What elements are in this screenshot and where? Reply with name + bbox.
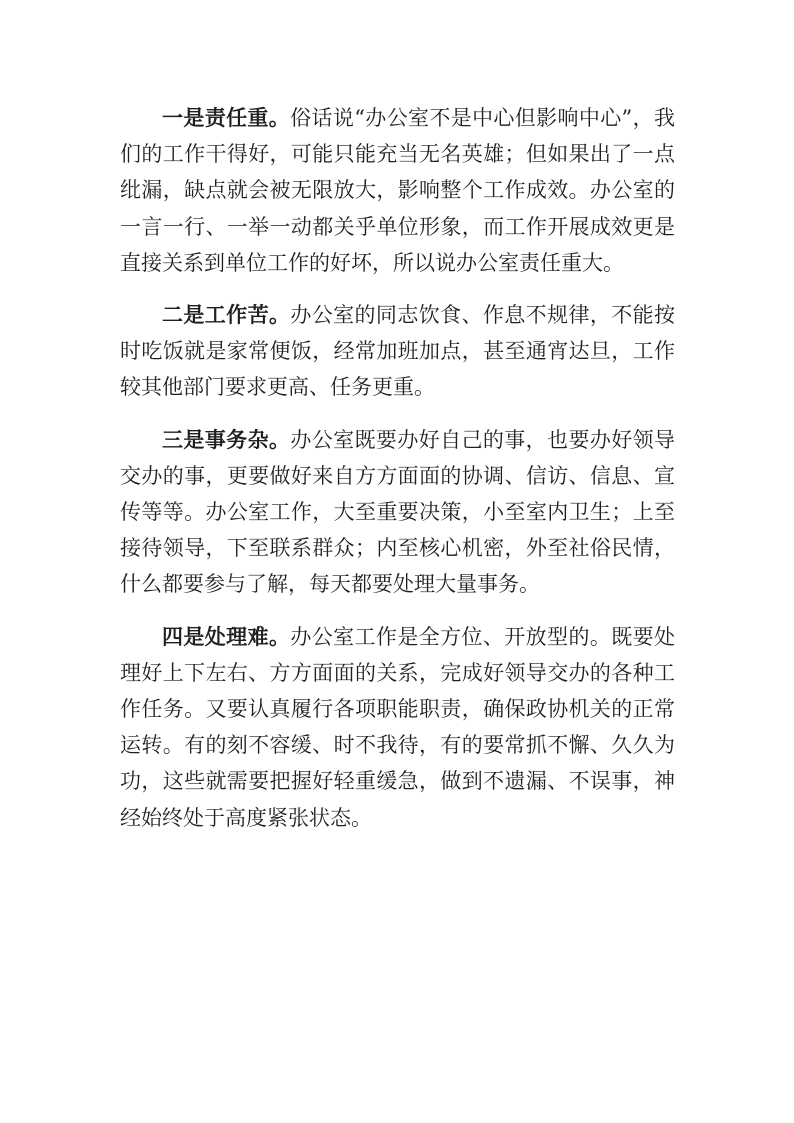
document-body [120,100,675,852]
paragraph-heading: 四是处理难。 [162,624,291,649]
paragraph-heading: 二是工作苦。 [162,303,291,328]
paragraph-heading: 三是事务杂。 [162,427,291,452]
paragraph-text: 俗话说“办公室不是中心但影响中心”，我们的工作干得好，可能只能充当无名英雄；但如果出了一点纰漏，缺点就会被无限放大，影响整个工作成效。办公室的一言一行、一举一动都关乎单位形象，而工作开展成效更是直接关系到单位工作的好坏，所以说办公室责任重大。 [120,106,675,275]
paragraph-hardship [120,297,675,406]
paragraph-difficulty [120,619,675,836]
paragraph-responsibility [120,100,675,281]
paragraph-text: 办公室的同志饮食、作息不规律，不能按时吃饭就是家常便饭，经常加班加点，甚至通宵达旦，工作较其他部门要求更高、任务更重。 [120,303,676,400]
paragraph-text: 办公室工作是全方位、开放型的。既要处理好上下左右、方方面面的关系，完成好领导交办的各种工作任务。又要认真履行各项职能职责，确保政协机关的正常运转。有的刻不容缓、时不我待，有的要常抓不懈、久久为功，这些就需要把握好轻重缓急，做到不遗漏、不误事，神经始终处于高度紧张状态。 [120,624,676,830]
paragraph-text: 办公室既要办好自己的事，也要办好领导交办的事，更要做好来自方方面面的协调、信访、信息、宣传等等。办公室工作，大至重要决策，小至室内卫生；上至接待领导，下至联系群众；内至核心机密，外至社俗民情，什么都要参与了解，每天都要处理大量事务。 [120,427,676,597]
paragraph-heading: 一是责任重。 [162,106,291,130]
paragraph-complexity [120,422,675,603]
